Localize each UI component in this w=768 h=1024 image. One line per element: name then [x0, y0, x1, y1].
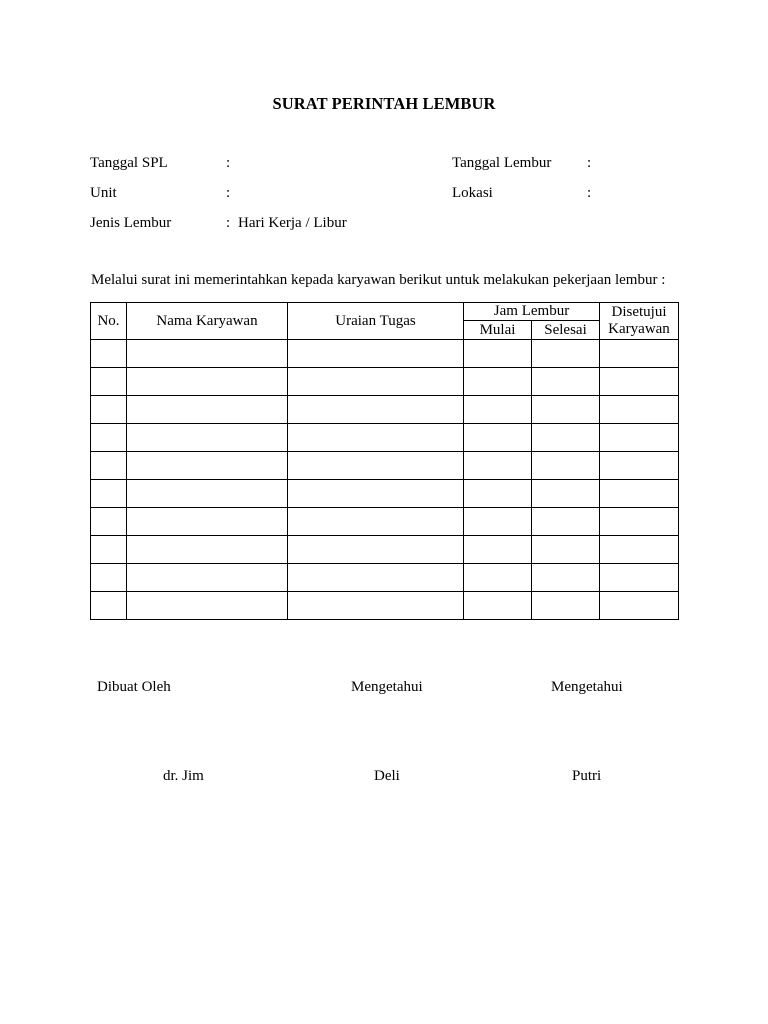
cell-selesai: [532, 452, 600, 480]
table-row: [91, 536, 679, 564]
signature-name-putri: Putri: [572, 768, 602, 784]
table-row: [91, 592, 679, 620]
unit-label: Unit: [90, 185, 117, 201]
cell-uraian-tugas: [288, 424, 464, 452]
tanggal-lembur-label: Tanggal Lembur: [452, 155, 552, 171]
lokasi-label: Lokasi: [452, 185, 493, 201]
cell-disetujui: [600, 340, 679, 368]
cell-no: [91, 424, 127, 452]
cell-nama-karyawan: [127, 480, 288, 508]
tanggal-lembur-colon: :: [587, 155, 592, 171]
table-row: [91, 340, 679, 368]
cell-nama-karyawan: [127, 424, 288, 452]
cell-mulai: [464, 396, 532, 424]
cell-uraian-tugas: [288, 452, 464, 480]
cell-selesai: [532, 368, 600, 396]
cell-disetujui: [600, 396, 679, 424]
lembur-table: [90, 302, 679, 620]
cell-mulai: [464, 536, 532, 564]
cell-selesai: [532, 424, 600, 452]
header-mulai: Mulai: [464, 321, 532, 340]
jenis-lembur-value: Hari Kerja / Libur: [238, 215, 347, 231]
header-selesai: Selesai: [532, 321, 600, 340]
table-row: [91, 480, 679, 508]
table-row: [91, 368, 679, 396]
lokasi-colon: :: [587, 185, 592, 201]
cell-uraian-tugas: [288, 368, 464, 396]
cell-disetujui: [600, 424, 679, 452]
cell-no: [91, 592, 127, 620]
table-row: [91, 564, 679, 592]
cell-disetujui: [600, 368, 679, 396]
header-no: No.: [91, 303, 127, 340]
cell-disetujui: [600, 452, 679, 480]
cell-selesai: [532, 508, 600, 536]
unit-colon: :: [226, 185, 231, 201]
cell-selesai: [532, 536, 600, 564]
header-jam-lembur: Jam Lembur: [464, 303, 600, 321]
cell-no: [91, 396, 127, 424]
cell-no: [91, 340, 127, 368]
cell-selesai: [532, 480, 600, 508]
cell-uraian-tugas: [288, 564, 464, 592]
header-nama-karyawan: Nama Karyawan: [127, 303, 288, 340]
cell-mulai: [464, 424, 532, 452]
cell-mulai: [464, 564, 532, 592]
header-disetujui-line1: Disetujui: [611, 304, 667, 320]
cell-mulai: [464, 452, 532, 480]
table-row: [91, 424, 679, 452]
cell-nama-karyawan: [127, 592, 288, 620]
intro-text: Melalui surat ini memerintahkan kepada karyawan berikut untuk melakukan pekerjaan lembur :: [91, 272, 666, 288]
cell-uraian-tugas: [288, 396, 464, 424]
table-row: [91, 508, 679, 536]
jenis-lembur-colon: :: [226, 215, 231, 231]
header-disetujui-line2: Karyawan: [608, 321, 670, 337]
signature-role-mengetahui-2: Mengetahui: [551, 679, 623, 695]
cell-disetujui: [600, 508, 679, 536]
cell-uraian-tugas: [288, 536, 464, 564]
cell-no: [91, 480, 127, 508]
cell-disetujui: [600, 480, 679, 508]
cell-disetujui: [600, 592, 679, 620]
cell-nama-karyawan: [127, 368, 288, 396]
table-row: [91, 396, 679, 424]
cell-disetujui: [600, 536, 679, 564]
cell-no: [91, 564, 127, 592]
cell-selesai: [532, 592, 600, 620]
cell-mulai: [464, 592, 532, 620]
tanggal-spl-label: Tanggal SPL: [90, 155, 168, 171]
cell-selesai: [532, 340, 600, 368]
cell-selesai: [532, 396, 600, 424]
cell-mulai: [464, 340, 532, 368]
cell-uraian-tugas: [288, 508, 464, 536]
cell-mulai: [464, 508, 532, 536]
cell-no: [91, 536, 127, 564]
cell-nama-karyawan: [127, 508, 288, 536]
header-disetujui-karyawan: [600, 303, 679, 340]
cell-nama-karyawan: [127, 536, 288, 564]
cell-uraian-tugas: [288, 480, 464, 508]
cell-disetujui: [600, 564, 679, 592]
cell-nama-karyawan: [127, 452, 288, 480]
cell-uraian-tugas: [288, 340, 464, 368]
page-title: SURAT PERINTAH LEMBUR: [272, 94, 496, 113]
signature-name-deli: Deli: [374, 768, 400, 784]
cell-mulai: [464, 368, 532, 396]
header-uraian-tugas: Uraian Tugas: [288, 303, 464, 340]
table-row: [91, 452, 679, 480]
cell-nama-karyawan: [127, 396, 288, 424]
cell-nama-karyawan: [127, 340, 288, 368]
signature-role-mengetahui-1: Mengetahui: [351, 679, 423, 695]
cell-selesai: [532, 564, 600, 592]
cell-nama-karyawan: [127, 564, 288, 592]
cell-mulai: [464, 480, 532, 508]
cell-no: [91, 368, 127, 396]
jenis-lembur-label: Jenis Lembur: [90, 215, 172, 231]
cell-no: [91, 452, 127, 480]
tanggal-spl-colon: :: [226, 155, 231, 171]
cell-uraian-tugas: [288, 592, 464, 620]
cell-no: [91, 508, 127, 536]
signature-role-dibuat-oleh: Dibuat Oleh: [97, 679, 171, 695]
signature-name-dr-jim: dr. Jim: [163, 768, 204, 784]
